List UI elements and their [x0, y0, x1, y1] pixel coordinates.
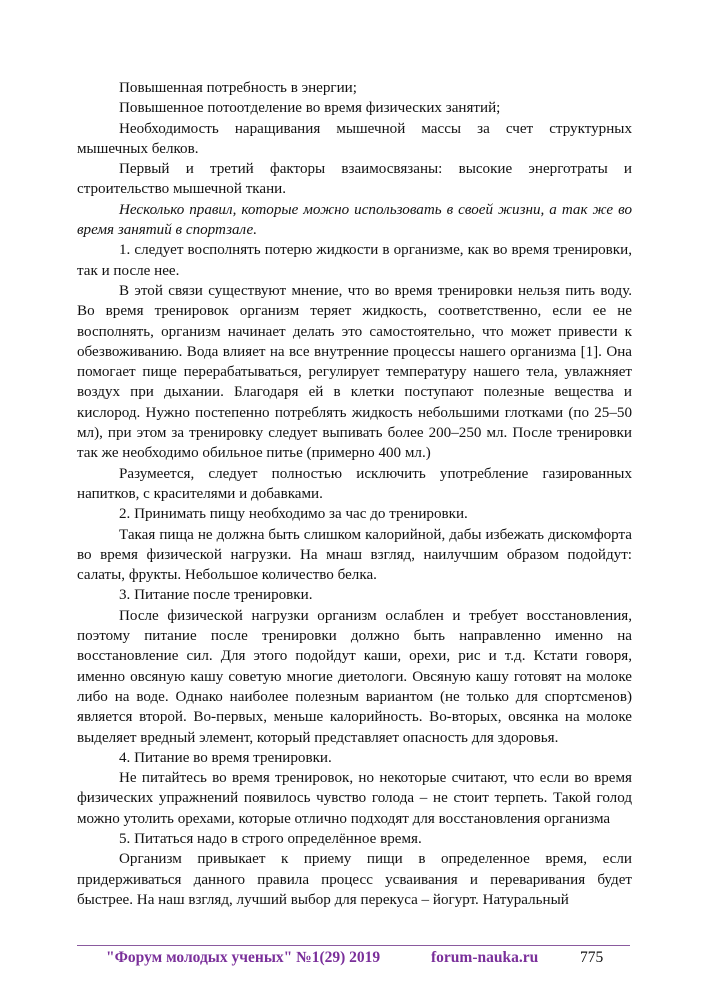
footer-divider — [77, 945, 630, 946]
rule-3-heading: 3. Питание после тренировки. — [119, 587, 313, 604]
journal-title: "Форум молодых ученых" №1(29) 2019 — [106, 949, 381, 966]
paragraph: После физической нагрузки организм ослаблен и требует восстановления, поэтому питание после тренировки должно быть направленно именно на восстановление сил. Для этого подойдут каши, орехи, рис и т.д. Кстати говоря, именно овсяную кашу советую многие диетологи. Овсяную кашу готовят на молоке либо на воде. Однако наиболее полезным вариантом (не только для спортсменов) является второй. Во-первых, меньше калорийность. Во-вторых, овсянка на молоке выделяет вредный элемент, который представляет опасность для здоровья. — [77, 607, 632, 746]
paragraph: Повышенная потребность в энергии; — [119, 80, 357, 96]
paragraph: Разумеется, следует полностью исключить употребление газированных напитков, с красителями и добавками. — [77, 465, 632, 502]
paragraph: Повышенное потоотделение во время физических занятий; — [119, 100, 501, 117]
rule-4-heading: 4. Питание во время тренировки. — [119, 749, 332, 766]
paragraph: Необходимость наращивания мышечной массы за счет структурных мышечных белков. — [77, 120, 632, 157]
page-number: 775 — [580, 949, 604, 966]
journal-website-link[interactable]: forum-nauka.ru — [431, 949, 539, 966]
article-body — [77, 78, 632, 910]
paragraph: Первый и третий факторы взаимосвязаны: высокие энерготраты и строительство мышечной ткани. — [77, 161, 632, 198]
paragraph: Организм привыкает к приему пищи в определенное время, если придерживаться данного правила процесс усваивания и переваривания будет быстрее. На наш взгляд, лучший выбор для перекуса – йогурт. Натуральный — [77, 851, 632, 908]
paragraph: В этой связи существуют мнение, что во время тренировки нельзя пить воду. Во время тренировок организм теряет жидкость, соответственно, если ее не восполнять, организм начинает делать это самостоятельно, что может привести к обезвоживанию. Вода влияет на все внутренние процессы нашего организма [1]. Она помогает пище перерабатываться, регулирует температуру нашего тела, увлажняет воздух при дыхании. Благодаря ей в клетки поступают полезные вещества и кислород. Нужно постепенно потреблять жидкость небольшими глотками (по 25–50 мл), при этом за тренировку следует выпивать более 200–250 мл. После тренировки так же необходимо обильное питье (примерно 400 мл.) — [77, 282, 632, 462]
rule-5-heading: 5. Питаться надо в строго определённое время. — [119, 830, 422, 847]
rule-2-heading: 2. Принимать пищу необходимо за час до тренировки. — [119, 506, 468, 523]
paragraph: Такая пища не должна быть слишком калорийной, дабы избежать дискомфорта во время физической нагрузки. На мнаш взгляд, наилучшим образом подойдут: салаты, фрукты. Небольшое количество белка. — [77, 526, 632, 584]
italic-lead-paragraph: Несколько правил, которые можно использовать в своей жизни, а так же во время занятий в спортзале. — [77, 201, 632, 239]
rule-1-heading: 1. следует восполнять потерю жидкости в организме, как во время тренировки, так и после нее. — [77, 242, 632, 279]
paragraph: Не питайтесь во время тренировок, но некоторые считают, что если во время физических упражнений появилось чувство голода – не стоит терпеть. Такой голод можно утолить орехами, которые отлично подходят для восстановления организма — [77, 770, 632, 827]
